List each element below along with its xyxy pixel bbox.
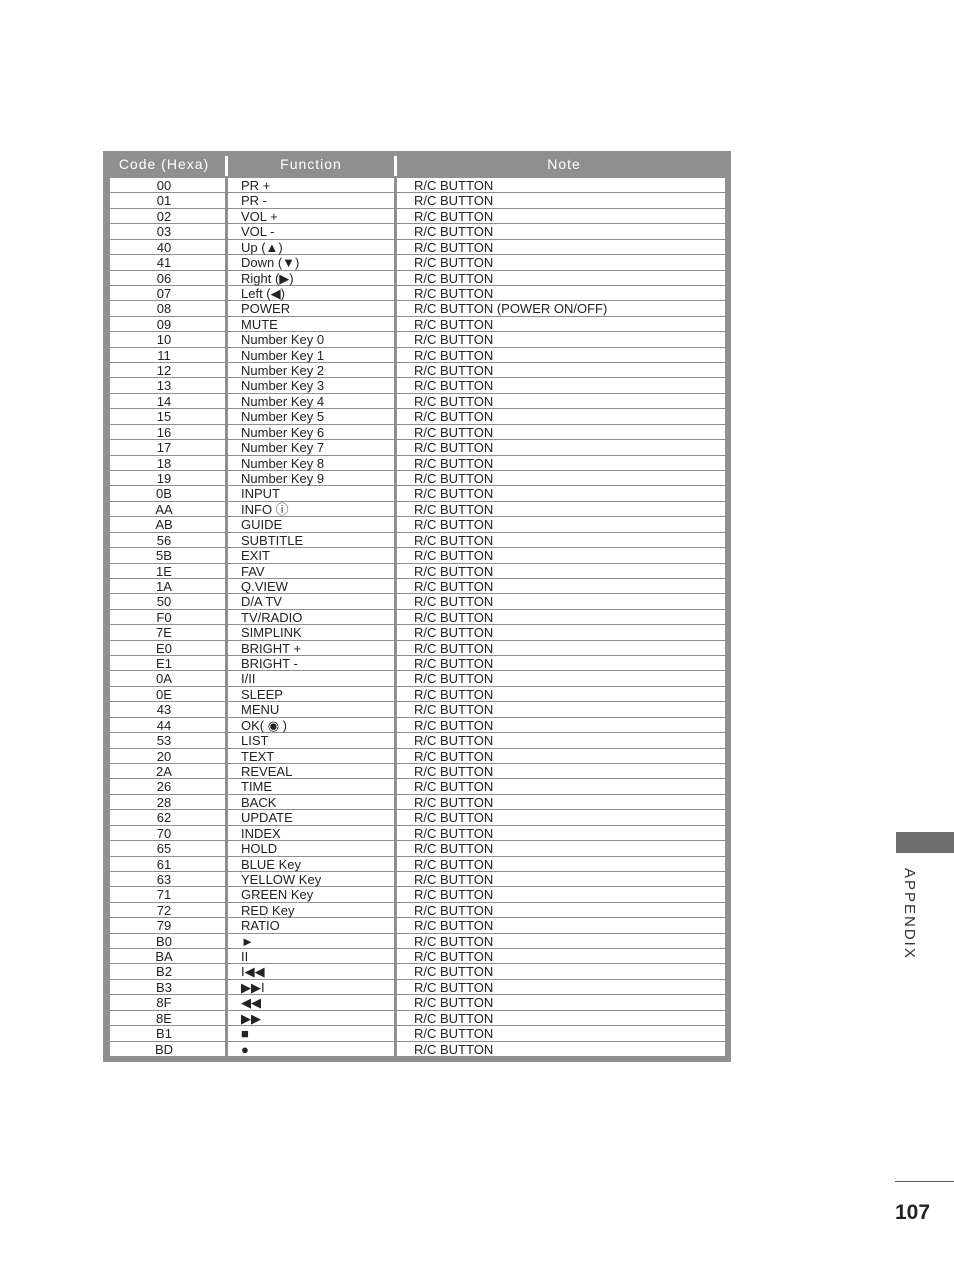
code-cell: 02 <box>156 208 172 224</box>
function-cell: II <box>241 949 249 965</box>
function-cell: EXIT <box>241 548 270 564</box>
code-cell: 1A <box>156 578 172 594</box>
function-cell: D/A TV <box>241 594 282 610</box>
note-cell: R/C BUTTON <box>414 640 494 656</box>
table-row <box>110 209 725 224</box>
section-tab <box>896 832 954 853</box>
code-cell: 14 <box>156 393 172 409</box>
table-row <box>110 887 725 902</box>
note-cell: R/C BUTTON <box>414 193 494 209</box>
table-row <box>110 348 725 363</box>
code-cell: 50 <box>156 594 172 610</box>
note-cell: R/C BUTTON <box>414 964 494 980</box>
code-cell: 8E <box>156 1010 172 1026</box>
note-cell: R/C BUTTON <box>414 717 494 733</box>
code-cell: 20 <box>156 748 172 764</box>
function-cell: Number Key 1 <box>241 347 325 363</box>
note-cell: R/C BUTTON <box>414 1010 494 1026</box>
note-cell: R/C BUTTON <box>414 625 494 641</box>
code-cell: 08 <box>156 301 172 317</box>
code-cell: 43 <box>156 702 172 718</box>
table-row <box>110 1026 725 1041</box>
function-cell: I/II <box>241 671 256 687</box>
code-cell: 0E <box>156 686 172 702</box>
table-row <box>110 517 725 532</box>
note-cell: R/C BUTTON <box>414 748 494 764</box>
table-row <box>110 934 725 949</box>
function-cell: I◀◀ <box>241 964 265 980</box>
code-cell: 16 <box>156 424 172 440</box>
function-cell: YELLOW Key <box>241 871 322 887</box>
note-cell: R/C BUTTON <box>414 501 494 517</box>
note-cell: R/C BUTTON <box>414 656 494 672</box>
note-cell: R/C BUTTON <box>414 239 494 255</box>
code-cell: 70 <box>156 825 172 841</box>
note-cell: R/C BUTTON <box>414 995 494 1011</box>
page-divider <box>895 1181 954 1182</box>
function-cell: LIST <box>241 733 269 749</box>
code-cell: 13 <box>156 378 172 394</box>
section-label: APPENDIX <box>901 868 918 960</box>
table-row <box>110 918 725 933</box>
code-cell: 28 <box>156 794 172 810</box>
function-cell: INFO ⓘ <box>241 501 289 517</box>
code-cell: 79 <box>156 918 172 934</box>
note-cell: R/C BUTTON <box>414 178 494 193</box>
code-cell: B2 <box>156 964 172 980</box>
code-cell: B3 <box>156 979 172 995</box>
function-cell: SUBTITLE <box>241 532 304 548</box>
note-cell: R/C BUTTON <box>414 702 494 718</box>
table-row <box>110 193 725 208</box>
table-row <box>110 841 725 856</box>
note-cell: R/C BUTTON <box>414 871 494 887</box>
function-cell: PR + <box>241 178 271 193</box>
table-row <box>110 440 725 455</box>
note-cell: R/C BUTTON <box>414 532 494 548</box>
table-row <box>110 594 725 609</box>
note-cell: R/C BUTTON <box>414 887 494 903</box>
function-cell: ● <box>241 1041 249 1057</box>
note-cell: R/C BUTTON <box>414 332 494 348</box>
table-row <box>110 378 725 393</box>
code-cell: BD <box>154 1041 174 1057</box>
code-cell: 71 <box>156 887 172 903</box>
function-cell: SLEEP <box>241 686 283 702</box>
table-row <box>110 857 725 872</box>
note-cell: R/C BUTTON <box>414 794 494 810</box>
note-cell: R/C BUTTON <box>414 347 494 363</box>
code-cell: 2A <box>156 764 172 779</box>
code-cell: 44 <box>156 717 172 733</box>
function-cell: INPUT <box>241 486 280 502</box>
note-cell: R/C BUTTON <box>414 471 494 486</box>
function-cell: TIME <box>241 779 273 795</box>
function-cell: HOLD <box>241 841 278 857</box>
function-cell: Number Key 0 <box>241 332 325 348</box>
function-cell: Number Key 7 <box>241 440 325 456</box>
table-row <box>110 764 725 779</box>
header-function: Function <box>280 156 342 172</box>
function-cell: BRIGHT + <box>241 640 302 656</box>
note-cell: R/C BUTTON <box>414 316 494 332</box>
function-cell: Down (▼) <box>241 255 300 271</box>
note-cell: R/C BUTTON <box>414 609 494 625</box>
note-cell: R/C BUTTON <box>414 856 494 872</box>
function-cell: GREEN Key <box>241 887 314 903</box>
function-cell: BACK <box>241 794 277 810</box>
code-cell: 1E <box>156 563 172 579</box>
note-cell: R/C BUTTON <box>414 517 494 533</box>
note-cell: R/C BUTTON <box>414 1026 494 1042</box>
code-cell: AA <box>155 501 173 517</box>
function-cell: FAV <box>241 563 265 579</box>
function-cell: ▶▶ <box>241 1010 261 1026</box>
function-cell: Number Key 9 <box>241 471 325 486</box>
code-cell: E0 <box>156 640 172 656</box>
note-cell: R/C BUTTON (POWER ON/OFF) <box>414 301 608 317</box>
note-cell: R/C BUTTON <box>414 440 494 456</box>
note-cell: R/C BUTTON <box>414 486 494 502</box>
table-row <box>110 903 725 918</box>
code-cell: 19 <box>156 471 172 486</box>
function-cell: TV/RADIO <box>241 609 303 625</box>
code-cell: 10 <box>156 332 172 348</box>
function-cell: GUIDE <box>241 517 283 533</box>
table-row <box>110 656 725 671</box>
code-cell: 65 <box>156 841 172 857</box>
function-cell: INDEX <box>241 825 281 841</box>
code-cell: 72 <box>156 902 172 918</box>
code-cell: 01 <box>156 193 172 209</box>
table-row <box>110 641 725 656</box>
function-cell: SIMPLINK <box>241 625 302 641</box>
code-cell: 03 <box>156 224 172 240</box>
function-cell: REVEAL <box>241 764 293 779</box>
table-row <box>110 718 725 733</box>
function-cell: POWER <box>241 301 291 317</box>
function-cell: Right (▶) <box>241 270 294 286</box>
code-cell: BA <box>155 949 173 965</box>
table-row <box>110 687 725 702</box>
function-cell: TEXT <box>241 748 275 764</box>
function-cell: Number Key 3 <box>241 378 325 394</box>
function-cell: PR - <box>241 193 267 209</box>
table-row <box>110 533 725 548</box>
code-cell: 09 <box>156 316 172 332</box>
header-code: Code (Hexa) <box>118 156 210 172</box>
code-cell: F0 <box>156 609 172 625</box>
code-cell: 17 <box>156 440 172 456</box>
table-body <box>110 178 725 1057</box>
note-cell: R/C BUTTON <box>414 686 494 702</box>
note-cell: R/C BUTTON <box>414 918 494 934</box>
function-cell: MUTE <box>241 316 278 332</box>
function-cell: Q.VIEW <box>241 578 288 594</box>
function-cell: VOL - <box>241 224 275 240</box>
code-cell: 00 <box>156 178 172 193</box>
note-cell: R/C BUTTON <box>414 208 494 224</box>
note-cell: R/C BUTTON <box>414 378 494 394</box>
table-row <box>110 964 725 979</box>
function-cell: RED Key <box>241 902 295 918</box>
function-cell: Number Key 5 <box>241 409 325 425</box>
table-row <box>110 779 725 794</box>
note-cell: R/C BUTTON <box>414 455 494 471</box>
table-row <box>110 610 725 625</box>
table-row <box>110 1042 725 1057</box>
note-cell: R/C BUTTON <box>414 548 494 564</box>
code-cell: 11 <box>157 347 171 363</box>
table-row <box>110 363 725 378</box>
note-cell: R/C BUTTON <box>414 779 494 795</box>
note-cell: R/C BUTTON <box>414 1041 494 1057</box>
table-row <box>110 733 725 748</box>
table-header <box>103 151 731 177</box>
note-cell: R/C BUTTON <box>414 285 494 301</box>
table-row <box>110 178 725 193</box>
function-cell: ◀◀ <box>241 995 261 1011</box>
code-cell: 40 <box>156 239 172 255</box>
table-row <box>110 749 725 764</box>
table-row <box>110 579 725 594</box>
table-row <box>110 240 725 255</box>
note-cell: R/C BUTTON <box>414 933 494 949</box>
table-row <box>110 995 725 1010</box>
table-row <box>110 980 725 995</box>
function-cell: BLUE Key <box>241 856 301 872</box>
function-cell: MENU <box>241 702 280 718</box>
table-row <box>110 671 725 686</box>
table-row <box>110 949 725 964</box>
table-row <box>110 394 725 409</box>
code-cell: 61 <box>156 856 172 872</box>
function-cell: UPDATE <box>241 810 293 826</box>
function-cell: VOL + <box>241 208 278 224</box>
code-cell: 06 <box>156 270 172 286</box>
code-cell: 12 <box>156 363 172 379</box>
code-cell: 41 <box>156 255 172 271</box>
note-cell: R/C BUTTON <box>414 424 494 440</box>
table-row <box>110 826 725 841</box>
note-cell: R/C BUTTON <box>414 409 494 425</box>
note-cell: R/C BUTTON <box>414 671 494 687</box>
code-cell: 26 <box>156 779 172 795</box>
function-cell: RATIO <box>241 918 280 934</box>
function-cell: Up (▲) <box>241 239 283 255</box>
note-cell: R/C BUTTON <box>414 393 494 409</box>
code-cell: B0 <box>156 933 172 949</box>
table-row <box>110 332 725 347</box>
code-cell: 7E <box>156 625 172 641</box>
note-cell: R/C BUTTON <box>414 810 494 826</box>
function-cell: Number Key 4 <box>241 393 325 409</box>
table-row <box>110 317 725 332</box>
header-note: Note <box>547 156 581 172</box>
table-row <box>110 702 725 717</box>
table-row <box>110 564 725 579</box>
note-cell: R/C BUTTON <box>414 594 494 610</box>
note-cell: R/C BUTTON <box>414 733 494 749</box>
table-row <box>110 224 725 239</box>
note-cell: R/C BUTTON <box>414 270 494 286</box>
note-cell: R/C BUTTON <box>414 255 494 271</box>
table-row <box>110 286 725 301</box>
note-cell: R/C BUTTON <box>414 578 494 594</box>
table-row <box>110 425 725 440</box>
code-cell: 0A <box>156 671 172 687</box>
table-row <box>110 486 725 501</box>
function-cell: ▶▶I <box>241 979 265 995</box>
table-row <box>110 456 725 471</box>
function-cell: OK( ◉ ) <box>241 717 288 733</box>
code-cell: 5B <box>156 548 172 564</box>
table-row <box>110 1011 725 1026</box>
code-cell: 07 <box>156 285 172 301</box>
table-row <box>110 271 725 286</box>
code-cell: 56 <box>156 532 172 548</box>
function-cell: ■ <box>241 1026 249 1042</box>
code-cell: 63 <box>156 871 172 887</box>
code-cell: 15 <box>156 409 172 425</box>
table-row <box>110 502 725 517</box>
table-row <box>110 409 725 424</box>
note-cell: R/C BUTTON <box>414 949 494 965</box>
function-cell: Left (◀) <box>241 285 285 301</box>
ir-code-table <box>103 151 731 1062</box>
table-row <box>110 872 725 887</box>
code-cell: 53 <box>156 733 172 749</box>
note-cell: R/C BUTTON <box>414 902 494 918</box>
function-cell: BRIGHT - <box>241 656 298 672</box>
note-cell: R/C BUTTON <box>414 764 494 779</box>
table-row <box>110 795 725 810</box>
function-cell: Number Key 2 <box>241 363 325 379</box>
function-cell: Number Key 8 <box>241 455 325 471</box>
function-cell: Number Key 6 <box>241 424 325 440</box>
code-cell: 8F <box>156 995 172 1011</box>
code-cell: AB <box>155 517 173 533</box>
note-cell: R/C BUTTON <box>414 979 494 995</box>
note-cell: R/C BUTTON <box>414 563 494 579</box>
table-row <box>110 301 725 316</box>
table-row <box>110 810 725 825</box>
note-cell: R/C BUTTON <box>414 363 494 379</box>
function-cell: ► <box>241 933 254 949</box>
code-cell: 0B <box>156 486 172 502</box>
code-cell: 62 <box>156 810 172 826</box>
code-cell: E1 <box>156 656 172 672</box>
table-row <box>110 255 725 270</box>
note-cell: R/C BUTTON <box>414 825 494 841</box>
table-row <box>110 548 725 563</box>
code-cell: 18 <box>156 455 172 471</box>
note-cell: R/C BUTTON <box>414 224 494 240</box>
table-row <box>110 625 725 640</box>
page-number: 107 <box>895 1201 931 1224</box>
table-row <box>110 471 725 486</box>
code-cell: B1 <box>156 1026 172 1042</box>
note-cell: R/C BUTTON <box>414 841 494 857</box>
